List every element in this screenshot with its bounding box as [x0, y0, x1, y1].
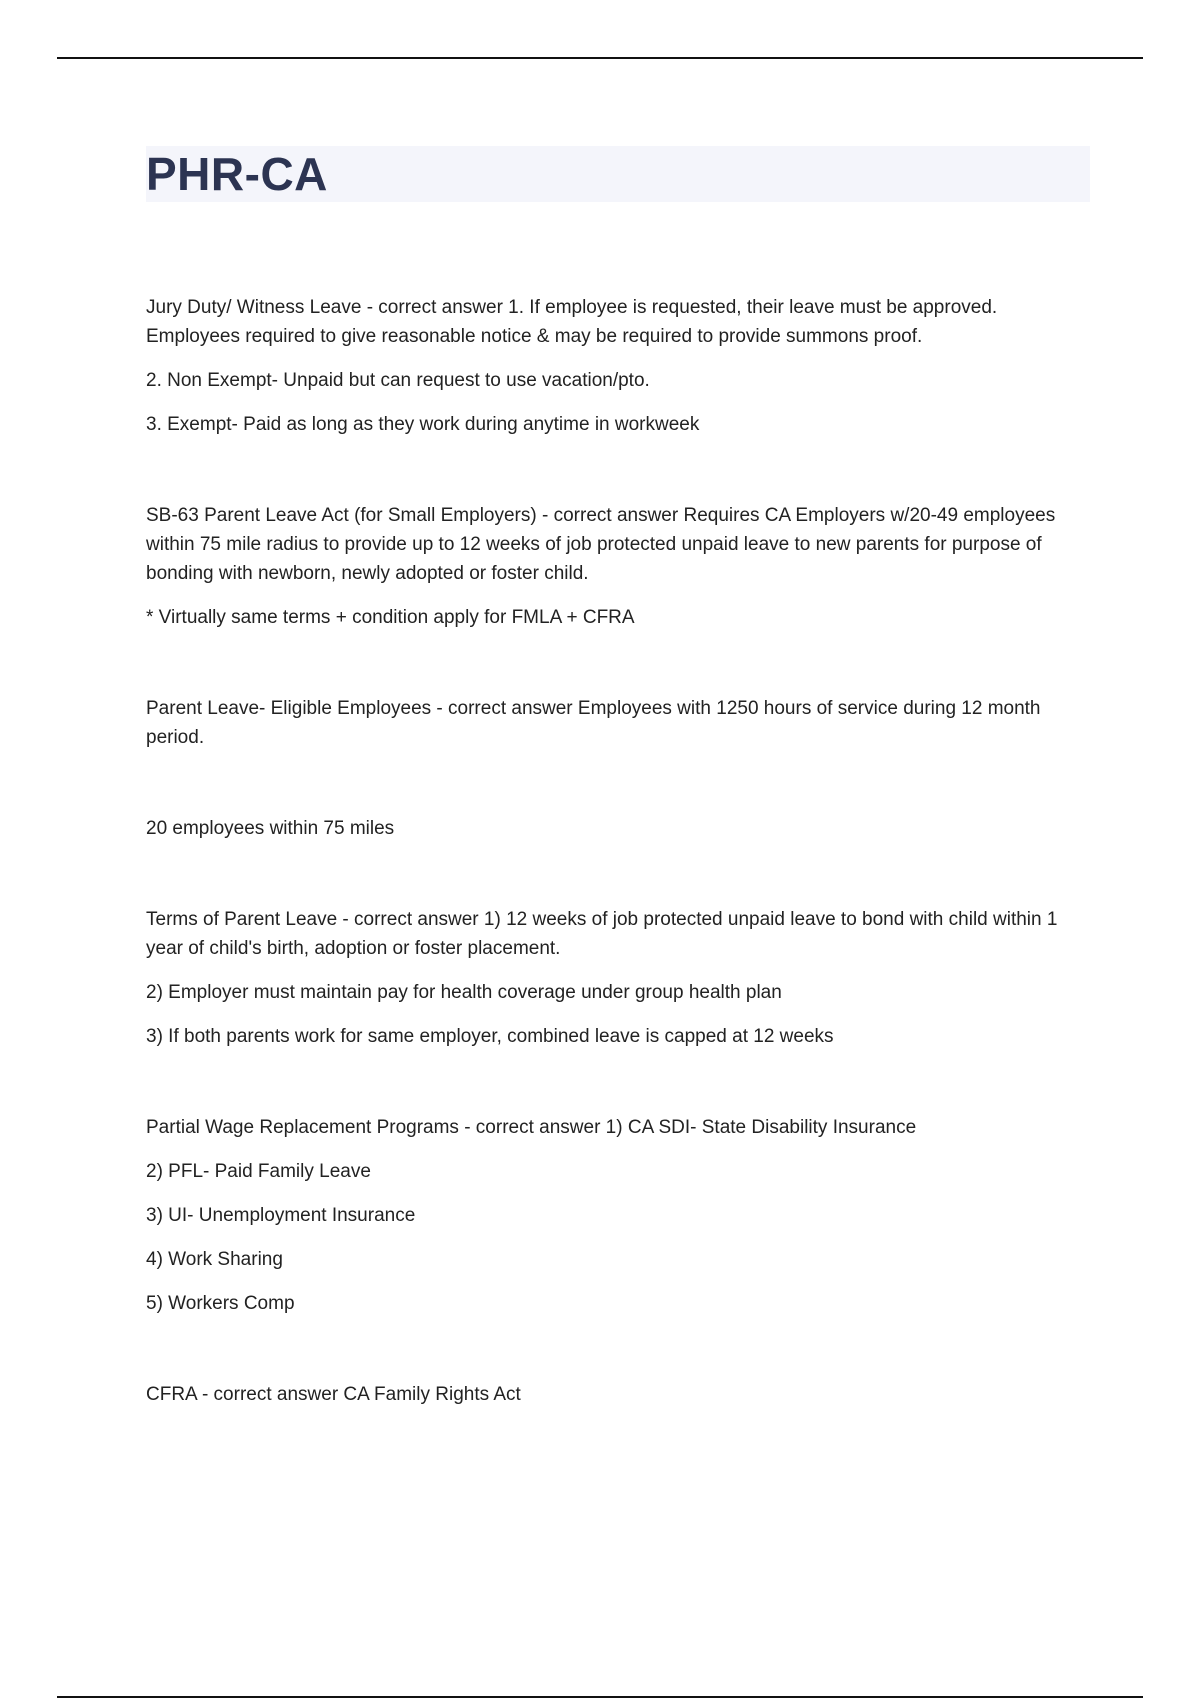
entry-paragraph: Parent Leave- Eligible Employees - correct answer Employees with 1250 hours of service during 12 month period. — [146, 698, 1041, 748]
entry-paragraph: 3) UI- Unemployment Insurance — [146, 1205, 416, 1226]
top-rule — [57, 57, 1143, 59]
document-title: PHR-CA — [146, 148, 328, 200]
entry-paragraph: 20 employees within 75 miles — [146, 818, 395, 839]
entry-paragraph: 4) Work Sharing — [146, 1249, 283, 1270]
entry-paragraph: 2. Non Exempt- Unpaid but can request to use vacation/pto. — [146, 370, 650, 391]
qa-entry — [146, 694, 1096, 752]
entry-paragraph: * Virtually same terms + condition apply for FMLA + CFRA — [146, 607, 635, 628]
entry-paragraph: 2) Employer must maintain pay for health coverage under group health plan — [146, 982, 782, 1003]
qa-entry — [146, 1113, 1096, 1318]
entry-paragraph: Partial Wage Replacement Programs - correct answer 1) CA SDI- State Disability Insurance — [146, 1117, 917, 1138]
qa-entry — [146, 501, 1096, 632]
qa-entry — [146, 905, 1096, 1051]
qa-entry — [146, 1380, 1096, 1409]
entry-paragraph: Jury Duty/ Witness Leave - correct answer 1. If employee is requested, their leave must be approved. Employees required to give reasonable notice & may be required to provide summons proof. — [146, 297, 998, 347]
entry-paragraph: SB-63 Parent Leave Act (for Small Employers) - correct answer Requires CA Employers w/20-49 employees within 75 mile radius to provide up to 12 weeks of job protected unpaid leave to new parents for purpose of bonding with newborn, newly adopted or foster child. — [146, 505, 1056, 584]
entry-paragraph: CFRA - correct answer CA Family Rights Act — [146, 1384, 521, 1405]
entry-paragraph: 3) If both parents work for same employer, combined leave is capped at 12 weeks — [146, 1026, 834, 1047]
entry-paragraph: 5) Workers Comp — [146, 1293, 295, 1314]
entry-paragraph: 3. Exempt- Paid as long as they work during anytime in workweek — [146, 414, 700, 435]
qa-entry — [146, 814, 1096, 843]
entry-paragraph: 2) PFL- Paid Family Leave — [146, 1161, 371, 1182]
document-body — [146, 293, 1096, 1471]
entry-paragraph: Terms of Parent Leave - correct answer 1) 12 weeks of job protected unpaid leave to bond with child within 1 year of child's birth, adoption or foster placement. — [146, 909, 1058, 959]
bottom-rule — [57, 1696, 1143, 1698]
qa-entry — [146, 293, 1096, 439]
